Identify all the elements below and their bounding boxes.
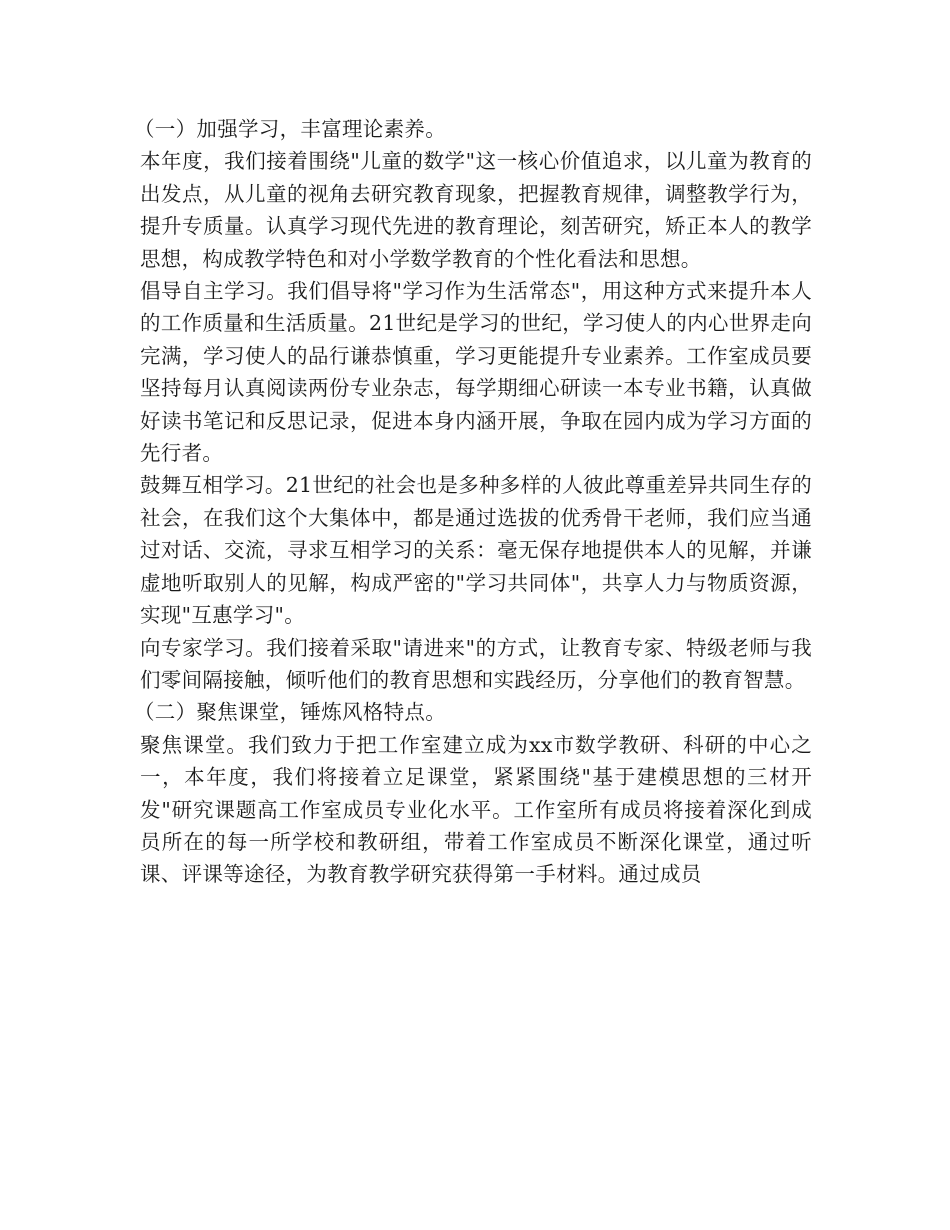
section-heading-2: （二）聚焦课堂，锤炼风格特点。 — [134, 700, 446, 725]
document-body — [134, 113, 812, 891]
paragraph-mutual-learning: 鼓舞互相学习。21世纪的社会也是多种多样的人彼此尊重差异共同生存的社会，在我们这个大集体中，都是通过选拔的优秀骨干老师，我们应当通过对话、交流，寻求互相学习的关系：毫无保存地提供本人的见解，并谦虚地听取别人的见解，构成严密的"学习共同体"，共享人力与物质资源，实现"互惠学习"。 — [140, 473, 812, 628]
paragraph-expert-learning: 向专家学习。我们接着采取"请进来"的方式，让教育专家、特级老师与我们零间隔接触，倾听他们的教育思想和实践经历，分享他们的教育智慧。 — [140, 635, 812, 692]
paragraph-children-math: 本年度，我们接着围绕"儿童的数学"这一核心价值追求，以儿童为教育的出发点，从儿童的视角去研究教育现象，把握教育规律，调整教学行为，提升专质量。认真学习现代先进的教育理论，刻苦研究，矫正本人的教学思想，构成教学特色和对小学数学教育的个性化看法和思想。 — [140, 149, 812, 271]
paragraph-focus-classroom: 聚焦课堂。我们致力于把工作室建立成为xx市数学教研、科研的中心之一，本年度，我们将接着立足课堂，紧紧围绕"基于建模思想的三材开发"研究课题高工作室成员专业化水平。工作室所有成员将接着深化到成员所在的每一所学校和教研组，带着工作室成员不断深化课堂，通过听课、评课等途径，为教育教学研究获得第一手材料。通过成员 — [140, 732, 812, 887]
paragraph-self-study: 倡导自主学习。我们倡导将"学习作为生活常态"，用这种方式来提升本人的工作质量和生活质量。21世纪是学习的世纪，学习使人的内心世界走向完满，学习使人的品行谦恭慎重，学习更能提升专业素养。工作室成员要坚持每月认真阅读两份专业杂志，每学期细心研读一本专业书籍，认真做好读书笔记和反思记录，促进本身内涵开展，争取在园内成为学习方面的先行者。 — [140, 279, 812, 466]
section-heading-1: （一）加强学习，丰富理论素养。 — [134, 117, 446, 141]
